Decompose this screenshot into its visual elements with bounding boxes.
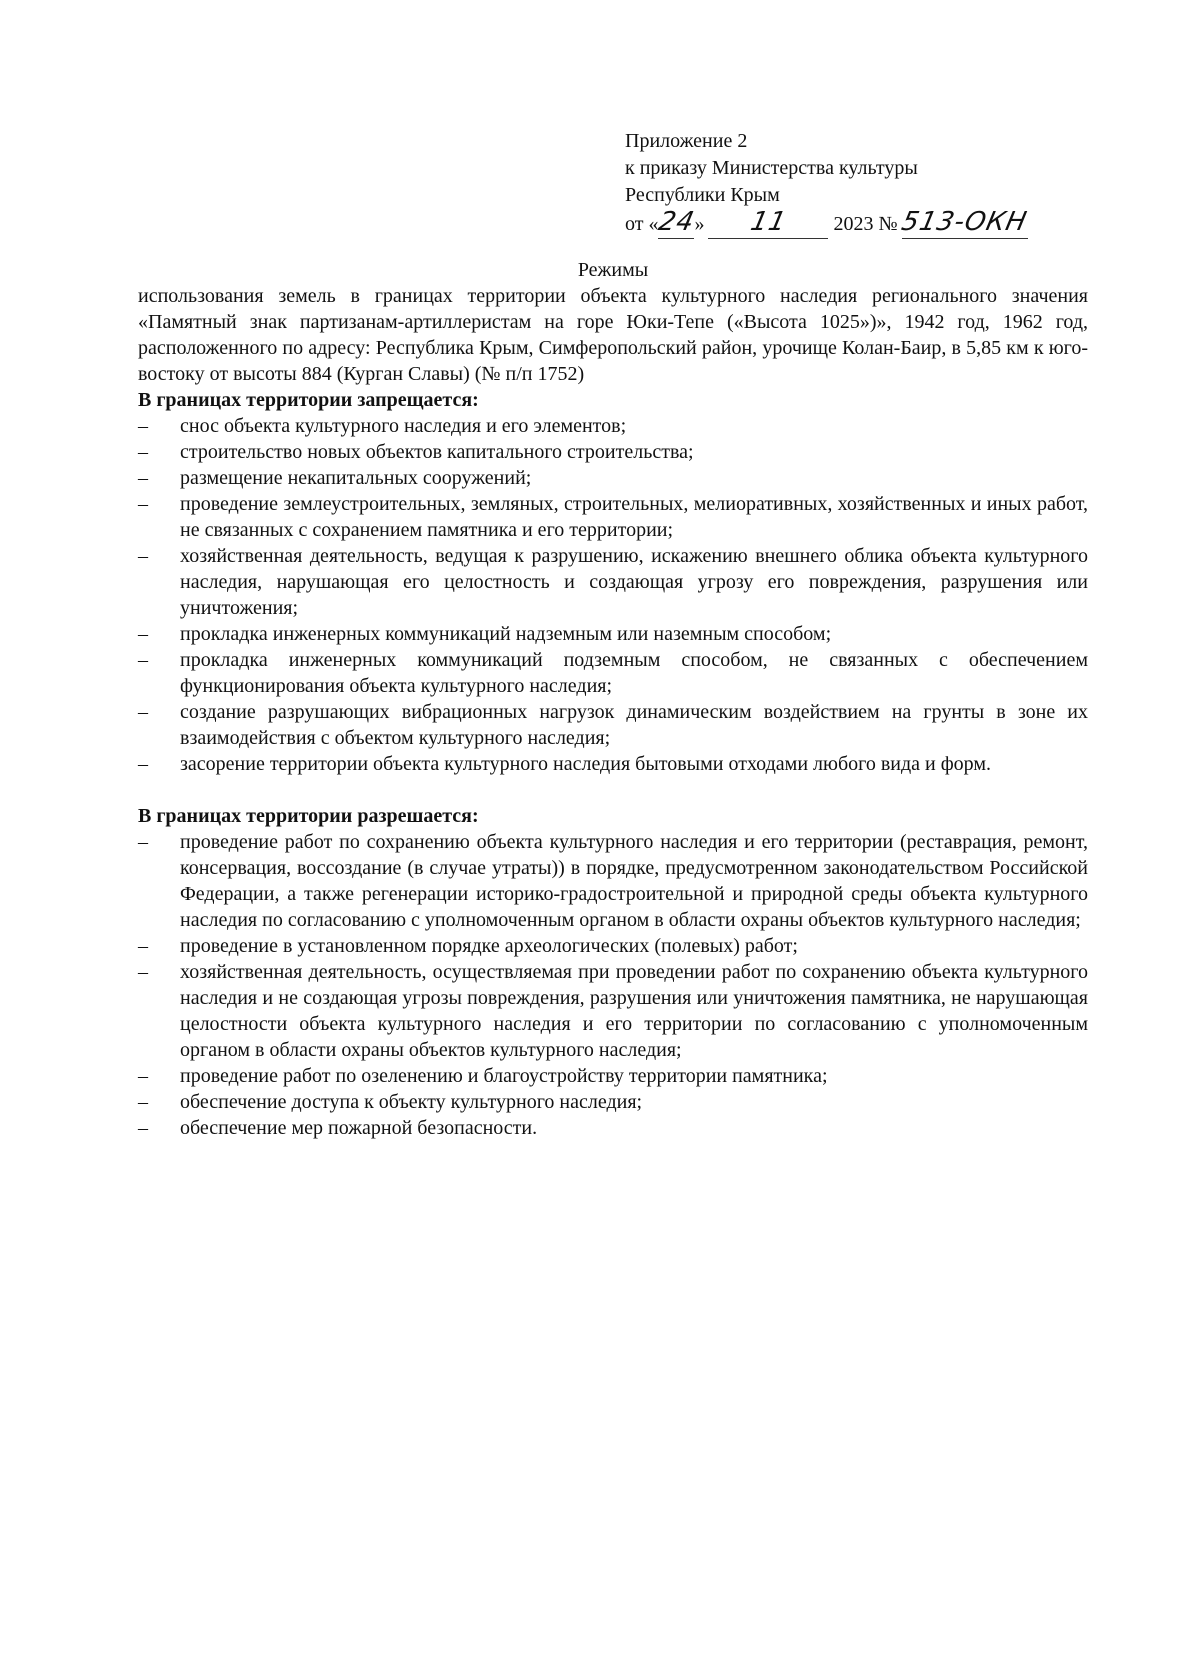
appendix-line-1: Приложение 2 [625, 130, 748, 152]
order-day-handwritten: 24 [655, 207, 698, 237]
list-item-text: проведение работ по сохранению объекта культурного наследия и его территории (реставрация, ремонт, консервация, воссоздание (в случае утраты)) в порядке, предусмотренном законодательством Российской Федерации, а также регенерации историко-градостроительной и природной среды объекта культурного наследия по согласованию с уполномоченным органом в области охраны объектов культурного наследия; [180, 831, 1088, 931]
order-month-handwritten: 11 [747, 207, 790, 237]
list-item [138, 1089, 1088, 1115]
allowed-heading: В границах территории разрешается: [138, 805, 479, 827]
date-quote-close: » [694, 213, 705, 235]
list-item-text: обеспечение доступа к объекту культурного наследия; [180, 1091, 643, 1113]
dash-marker: – [138, 831, 148, 853]
dash-marker: – [138, 961, 148, 983]
list-item [138, 699, 1088, 751]
order-year-label: 2023 № [833, 213, 898, 235]
list-item-text: строительство новых объектов капитального строительства; [180, 441, 694, 463]
list-item [138, 647, 1088, 699]
list-item [138, 1063, 1088, 1089]
dash-marker: – [138, 753, 148, 775]
dash-marker: – [138, 545, 148, 567]
prohibited-list [138, 413, 1088, 777]
list-item [138, 933, 1088, 959]
dash-marker: – [138, 1091, 148, 1113]
list-item-text: снос объекта культурного наследия и его элементов; [180, 415, 627, 437]
list-item-text: засорение территории объекта культурного наследия бытовыми отходами любого вида и форм. [180, 753, 992, 775]
prohibited-heading: В границах территории запрещается: [138, 389, 479, 411]
allowed-list [138, 829, 1088, 1141]
list-item-text: хозяйственная деятельность, осуществляемая при проведении работ по сохранению объекта культурного наследия и не создающая угрозы повреждения, разрушения или уничтожения памятника, не нарушающая целостности объекта культурного наследия и его территории по согласованию с уполномоченным органом в области охраны объектов культурного наследия; [180, 961, 1088, 1061]
appendix-line-2: к приказу Министерства культуры [625, 157, 918, 179]
dash-marker: – [138, 493, 148, 515]
order-date-line [625, 209, 1085, 239]
document-title: Режимы [577, 259, 649, 281]
section-spacer [138, 777, 1088, 803]
list-item [138, 1115, 1088, 1141]
order-month-field [708, 209, 828, 239]
list-item-text: прокладка инженерных коммуникаций подземным способом, не связанных с обеспечением функционирования объекта культурного наследия; [180, 649, 1088, 697]
list-item [138, 543, 1088, 621]
dash-marker: – [138, 1117, 148, 1139]
appendix-line-3: Республики Крым [625, 184, 780, 206]
order-number-field [898, 207, 1030, 239]
dash-marker: – [138, 935, 148, 957]
list-item [138, 413, 1088, 439]
dash-marker: – [138, 415, 148, 437]
dash-marker: – [138, 1065, 148, 1087]
list-item-text: хозяйственная деятельность, ведущая к разрушению, искажению внешнего облика объекта культурного наследия, нарушающая его целостность и создающая угрозу его повреждения, разрушения или уничтожения; [180, 545, 1088, 619]
list-item [138, 621, 1088, 647]
list-item [138, 959, 1088, 1063]
list-item [138, 439, 1088, 465]
order-day-field [655, 207, 698, 239]
list-item [138, 491, 1088, 543]
list-item-text: обеспечение мер пожарной безопасности. [180, 1117, 538, 1139]
date-prefix: от « [625, 213, 659, 235]
list-item [138, 751, 1088, 777]
list-item [138, 465, 1088, 491]
list-item-text: проведение работ по озеленению и благоустройству территории памятника; [180, 1065, 828, 1087]
list-item-text: размещение некапитальных сооружений; [180, 467, 532, 489]
list-item-text: проведение в установленном порядке археологических (полевых) работ; [180, 935, 798, 957]
dash-marker: – [138, 441, 148, 463]
order-number-handwritten: 513-ОКН [898, 207, 1030, 237]
appendix-block [625, 128, 1085, 239]
dash-marker: – [138, 649, 148, 671]
list-item [138, 829, 1088, 933]
dash-marker: – [138, 701, 148, 723]
dash-marker: – [138, 467, 148, 489]
document-body [138, 257, 1088, 1141]
list-item-text: прокладка инженерных коммуникаций надземным или наземным способом; [180, 623, 832, 645]
document-intro: использования земель в границах территории объекта культурного наследия регионального значения «Памятный знак партизанам-артиллеристам на горе Юки-Тепе («Высота 1025»)», 1942 год, 1962 год, расположенного по адресу: Республика Крым, Симферопольский район, урочище Колан-Баир, в 5,85 км к юго-востоку от высоты 884 (Курган Славы) (№ п/п 1752) [138, 285, 1088, 385]
list-item-text: проведение землеустроительных, земляных, строительных, мелиоративных, хозяйственных и иных работ, не связанных с сохранением памятника и его территории; [180, 493, 1088, 541]
list-item-text: создание разрушающих вибрационных нагрузок динамическим воздействием на грунты в зоне их взаимодействия с объектом культурного наследия; [180, 701, 1088, 749]
dash-marker: – [138, 623, 148, 645]
